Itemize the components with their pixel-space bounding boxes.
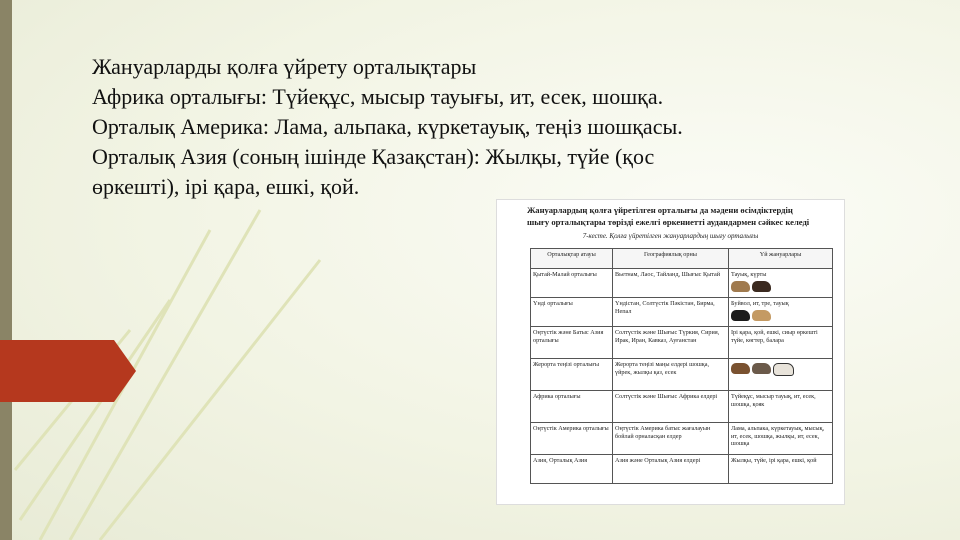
table-row xyxy=(531,327,833,359)
bull-image xyxy=(752,281,771,292)
panel-heading xyxy=(527,204,839,228)
animals-text: Түйеқұс, мысыр тауық, ит, есек, шошқа, қояк xyxy=(731,393,816,408)
animals-text: Тауық, күрты xyxy=(731,271,767,278)
geo-cell: Солтүстік және Шығыс Африка елдері xyxy=(613,391,729,423)
table-row xyxy=(531,455,833,484)
animals-text: Буйвол, ит, тре, тауық xyxy=(731,300,789,307)
central-america-line: Орталық Америка: Лама, альпака, күркетауық, теңіз шошқасы. xyxy=(92,114,683,139)
left-side-bar xyxy=(0,0,12,540)
red-arrow-accent xyxy=(0,340,136,402)
animals-cell: Ірі қара, қой, ешкі, сиыр өркешті түйе, көгтер, балара xyxy=(729,327,833,359)
slide-text xyxy=(92,52,852,202)
column-header: Географиялық орны xyxy=(613,249,729,269)
table-header-row xyxy=(531,249,833,269)
cow-image xyxy=(773,363,794,376)
geo-cell: Жерорта теңізі маңы елдері шошқа, үйрек, жылқы қаз, есек xyxy=(613,359,729,391)
geo-cell: Үндістан, Солтүстік Пәкістан, Бирма, Непал xyxy=(613,298,729,327)
panel-heading-line: Жануарлардың қолға үйретілген орталығы да мәдени өсімдіктердің xyxy=(527,205,793,215)
africa-center-line: Африка орталығы: Түйеқұс, мысыр тауығы, ит, есек, шошқа. xyxy=(92,84,664,109)
central-asia-line: Орталық Азия (соның ішінде Қазақстан): Жылқы, түйе (қос xyxy=(92,144,655,169)
center-cell: Оңтүстік Америка орталығы xyxy=(531,423,613,455)
panel-heading-line: шығу орталықтары төрізді ежелгі өркениетті аудандармен сәйкес келеді xyxy=(527,217,810,227)
animals-cell xyxy=(729,359,833,391)
goat-image xyxy=(752,363,771,374)
animals-cell: Жылқы, түйе, ірі қара, ешкі, қой xyxy=(729,455,833,484)
animal-photos xyxy=(731,281,830,292)
column-header: Орталықтар атауы xyxy=(531,249,613,269)
center-cell: Африка орталығы xyxy=(531,391,613,423)
center-cell: Қытай-Малай орталығы xyxy=(531,269,613,298)
center-cell: Үнді орталығы xyxy=(531,298,613,327)
buffalo-image xyxy=(731,310,750,321)
animals-cell xyxy=(729,269,833,298)
center-cell: Жерорта теңізі орталығы xyxy=(531,359,613,391)
table-row xyxy=(531,423,833,455)
geo-cell: Оңтүстік Америка батыс жағалауын бойлай орналасқан елдер xyxy=(613,423,729,455)
geo-cell: Вьетнам, Лаос, Тайланд, Шығыс Қытай xyxy=(613,269,729,298)
animal-centers-table xyxy=(530,248,833,484)
table-row xyxy=(531,391,833,423)
animals-cell: Лама, альпака, күркетауық, мысық, ит, есек, шошқа, жылқы, ит, есек, шошқа xyxy=(729,423,833,455)
column-header: Үй жануарлары xyxy=(729,249,833,269)
center-cell: Азия, Орталық Азия xyxy=(531,455,613,484)
animal-photos xyxy=(731,310,830,321)
table-caption: 7-кесте. Қолға үйретілген жануарлардың шығу орталығы xyxy=(582,232,759,240)
table-row xyxy=(531,298,833,327)
central-asia-line-cont: өркешті), ірі қара, ешкі, қой. xyxy=(92,174,360,199)
geo-cell: Азия және Орталық Азия елдері xyxy=(613,455,729,484)
animals-cell xyxy=(729,298,833,327)
table-row xyxy=(531,269,833,298)
ox-image xyxy=(731,281,750,292)
zebu-image xyxy=(752,310,771,321)
table-row xyxy=(531,359,833,391)
horse-image xyxy=(731,363,750,374)
animal-photos xyxy=(731,363,830,376)
slide-title-line: Жануарларды қолға үйрету орталықтары xyxy=(92,54,477,79)
geo-cell: Солтүстік және Шығыс Түркия, Сирия, Ирак, Иран, Кавказ, Ауғанстан xyxy=(613,327,729,359)
center-cell: Оңтүстік және Батыс Азия орталығы xyxy=(531,327,613,359)
animals-cell xyxy=(729,391,833,423)
animal-centers-table-image xyxy=(497,200,844,504)
